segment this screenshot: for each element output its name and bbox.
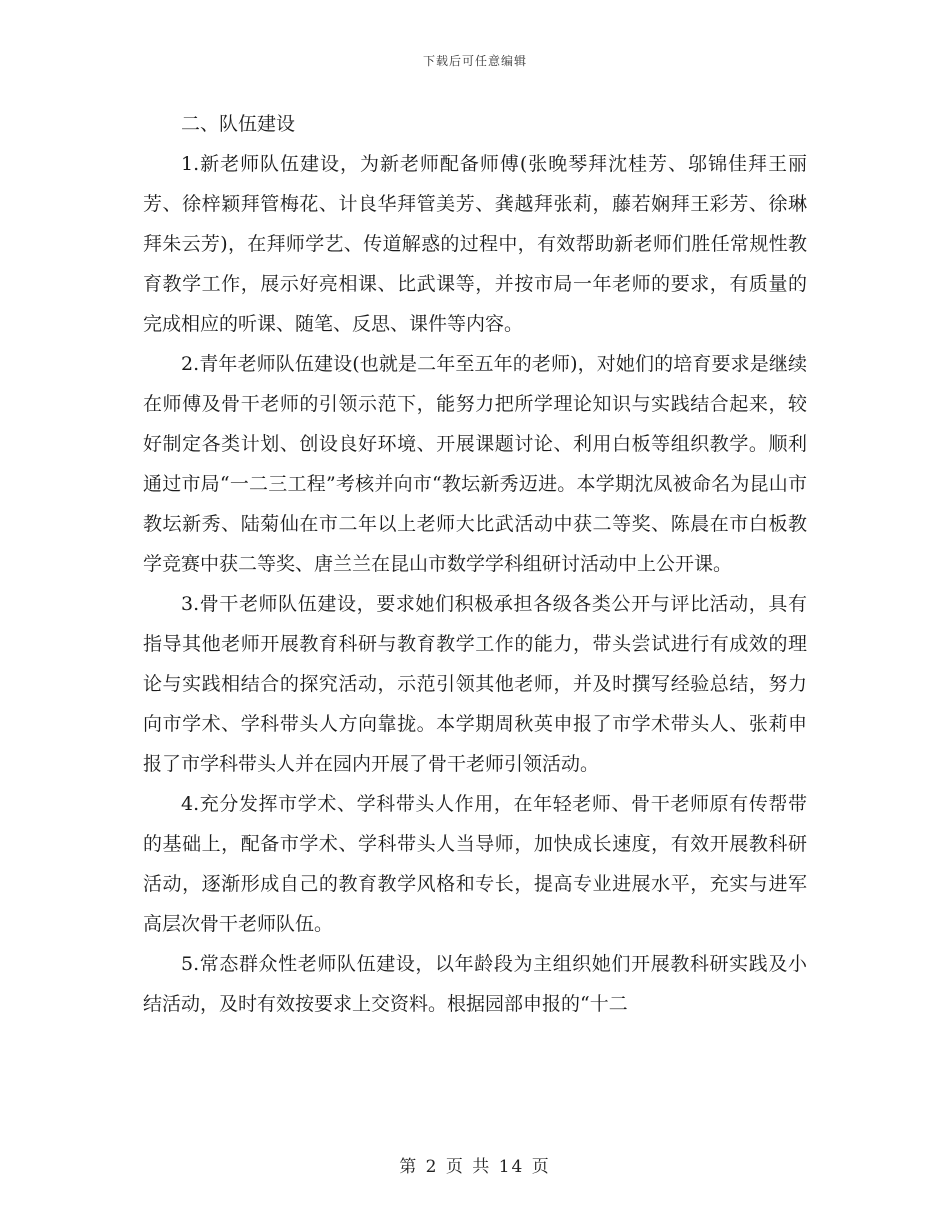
document-body <box>143 104 807 1024</box>
page-header: 下载后可任意编辑 <box>422 54 527 68</box>
paragraph-5: 5.常态群众性老师队伍建设，以年龄段为主组织她们开展教科研实践及小结活动，及时有效按要求上交资料。根据园部申报的“十二 <box>143 953 807 1015</box>
section-heading: 二、队伍建设 <box>181 113 296 135</box>
paragraph-2: 2.青年老师队伍建设(也就是二年至五年的老师)，对她们的培育要求是继续在师傅及骨干老师的引领示范下，能努力把所学理论知识与实践结合起来，较好制定各类计划、创设良好环境、开展课题讨论、利用白板等组织教学。顺利通过市局“一二三工程”考核并向市“教坛新秀迈进。本学期沈凤被命名为昆山市教坛新秀、陆菊仙在市二年以上老师大比武活动中获二等奖、陈晨在市白板教学竞赛中获二等奖、唐兰兰在昆山市数学学科组研讨活动中上公开课。 <box>143 353 807 575</box>
paragraph-1: 1.新老师队伍建设，为新老师配备师傅(张晚琴拜沈桂芳、邬锦佳拜王丽芳、徐梓颖拜管梅花、计良华拜管美芳、龚越拜张莉，藤若娴拜王彩芳、徐琳拜朱云芳)，在拜师学艺、传道解惑的过程中，有效帮助新老师们胜任常规性教育教学工作，展示好亮相课、比武课等，并按市局一年老师的要求，有质量的完成相应的听课、随笔、反思、课件等内容。 <box>143 153 807 335</box>
paragraph-4: 4.充分发挥市学术、学科带头人作用，在年轻老师、骨干老师原有传帮带的基础上，配备市学术、学科带头人当导师，加快成长速度，有效开展教科研活动，逐渐形成自己的教育教学风格和专长，提高专业进展水平，充实与进军高层次骨干老师队伍。 <box>143 793 807 935</box>
paragraph-3: 3.骨干老师队伍建设，要求她们积极承担各级各类公开与评比活动，具有指导其他老师开展教育科研与教育教学工作的能力，带头尝试进行有成效的理论与实践相结合的探究活动，示范引领其他老师，并及时撰写经验总结，努力向市学术、学科带头人方向靠拢。本学期周秋英申报了市学术带头人、张莉申报了市学科带头人并在园内开展了骨干老师引领活动。 <box>143 593 807 775</box>
page-number: 第 2 页 共 14 页 <box>399 1157 551 1177</box>
